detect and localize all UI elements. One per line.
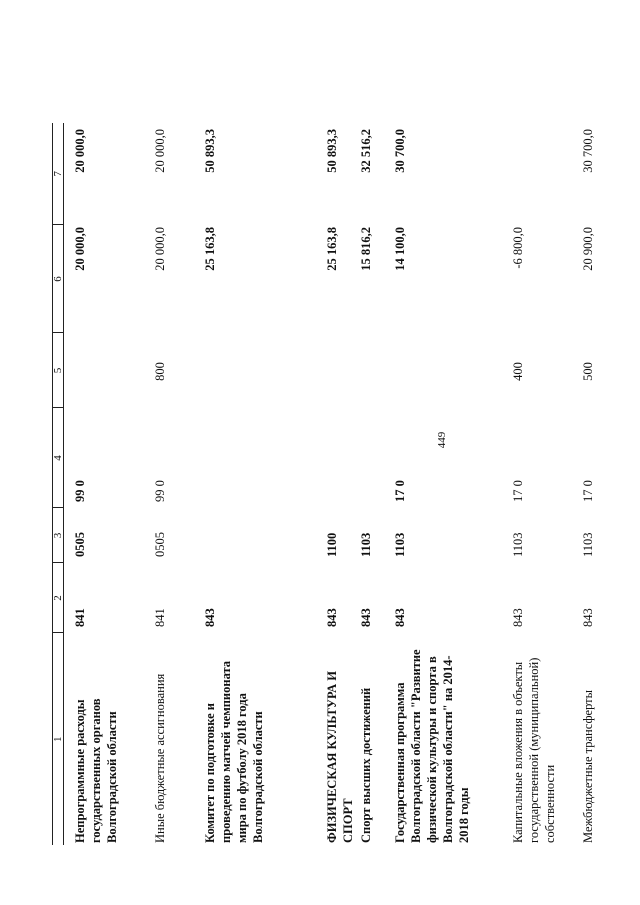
section-code: 1103 — [581, 532, 595, 557]
expense-type: 800 — [153, 362, 167, 381]
table-row — [358, 123, 392, 845]
expense-type: 500 — [581, 362, 595, 381]
target-article: 17 0 — [511, 480, 525, 502]
table-row — [324, 123, 358, 845]
amount-col6: 25 163,8 — [203, 227, 217, 271]
section-code: 1103 — [359, 532, 373, 557]
target-article: 99 0 — [153, 480, 167, 502]
page-number: 449 — [436, 431, 448, 449]
col-header-3: 3 — [53, 508, 64, 563]
target-article — [358, 408, 392, 508]
amount-col7: 20 000,0 — [73, 129, 87, 173]
expense-type — [358, 333, 392, 408]
expense-type — [392, 333, 510, 408]
target-article: 99 0 — [73, 480, 87, 502]
target-article: 17 0 — [393, 480, 407, 502]
row-name: Государственная программа Волгоградской области "Развитие физической культуры и спорта в Волгоградской области" на 2014-2018 годы — [393, 649, 471, 843]
amount-col6: 25 163,8 — [325, 227, 339, 271]
ministry-code: 841 — [153, 608, 167, 627]
expense-type — [202, 333, 324, 408]
table-row — [510, 123, 580, 845]
col-header-7: 7 — [53, 123, 64, 225]
header-row — [53, 123, 64, 845]
ministry-code: 843 — [511, 608, 525, 627]
amount-col6: 20 000,0 — [153, 227, 167, 271]
section-code: 1103 — [393, 532, 407, 557]
amount-col6: -6 800,0 — [511, 227, 525, 269]
ministry-code: 843 — [325, 608, 339, 627]
amount-col7: 50 893,3 — [325, 129, 339, 173]
row-name: Капитальные вложения в объекты государственной (муниципальной) собственности — [511, 657, 557, 843]
budget-table-rotated — [52, 123, 640, 845]
table-row — [152, 123, 202, 845]
budget-table — [52, 123, 620, 845]
expense-type — [324, 333, 358, 408]
col-header-1: 1 — [53, 633, 64, 845]
amount-col6: 15 816,2 — [359, 227, 373, 271]
expense-type — [72, 333, 152, 408]
amount-col7 — [510, 123, 580, 225]
table-row — [580, 123, 620, 845]
ministry-code: 843 — [203, 608, 217, 627]
col-header-2: 2 — [53, 563, 64, 633]
ministry-code: 843 — [581, 608, 595, 627]
amount-col7: 32 516,2 — [359, 129, 373, 173]
amount-col7: 20 000,0 — [153, 129, 167, 173]
amount-col7: 30 700,0 — [581, 129, 595, 173]
amount-col7: 30 700,0 — [393, 129, 407, 173]
section-code: 1100 — [325, 532, 339, 557]
target-article — [324, 408, 358, 508]
row-name: Комитет по подготовке и проведению матчей чемпионата мира по футболу 2018 года Волгоградской области — [203, 660, 265, 843]
row-name: Непрограммные расходы государственных органов Волгоградской области — [73, 698, 119, 843]
table-row — [202, 123, 324, 845]
amount-col7: 50 893,3 — [203, 129, 217, 173]
col-header-5: 5 — [53, 333, 64, 408]
section-code — [202, 508, 324, 563]
section-code: 1103 — [511, 532, 525, 557]
amount-col6: 20 900,0 — [581, 227, 595, 271]
col-header-6: 6 — [53, 225, 64, 333]
expense-type: 400 — [511, 362, 525, 381]
section-code: 0505 — [153, 532, 167, 557]
row-name: Спорт высших достижений — [359, 687, 373, 843]
section-code: 0505 — [73, 532, 87, 557]
table-row — [392, 123, 510, 845]
amount-col6: 20 000,0 — [73, 227, 87, 271]
amount-col6: 14 100,0 — [393, 227, 407, 271]
ministry-code: 843 — [393, 608, 407, 627]
table-row — [72, 123, 152, 845]
target-article: 17 0 — [581, 480, 595, 502]
row-name: ФИЗИЧЕСКАЯ КУЛЬТУРА И СПОРТ — [325, 671, 355, 843]
col-header-4: 4 — [53, 408, 64, 508]
row-name: Межбюджетные трансферты — [581, 689, 595, 843]
ministry-code: 841 — [73, 608, 87, 627]
target-article — [202, 408, 324, 508]
ministry-code: 843 — [359, 608, 373, 627]
row-name: Иные бюджетные ассигнования — [153, 673, 167, 843]
